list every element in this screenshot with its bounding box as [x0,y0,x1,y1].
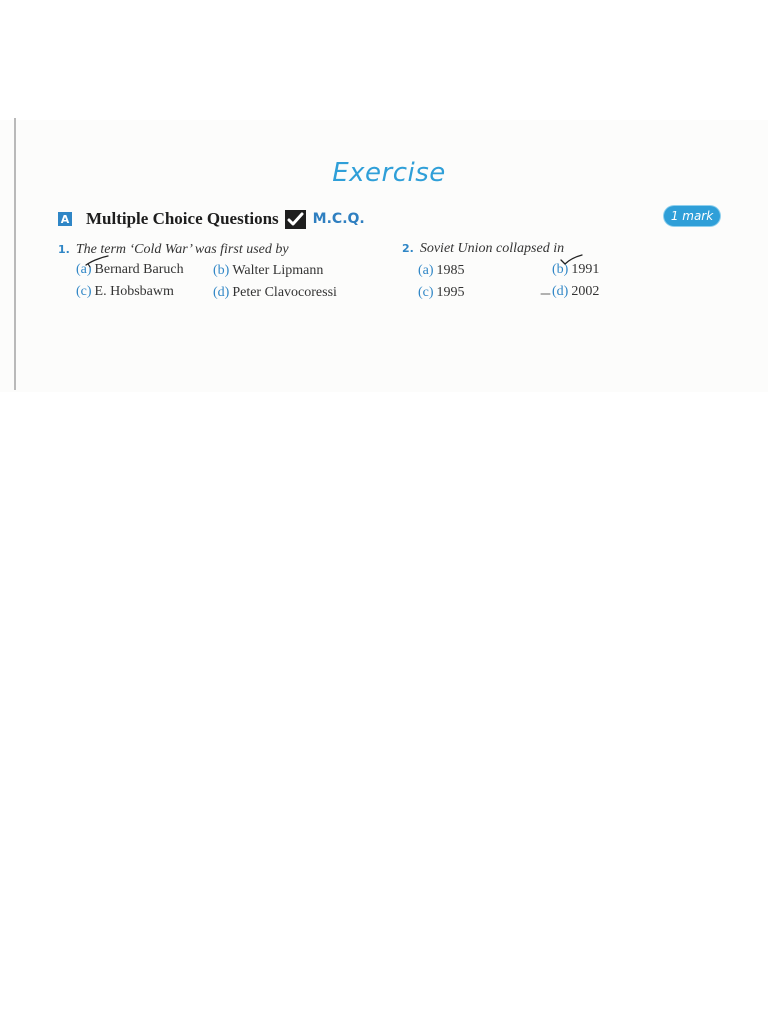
option-key: (a) [418,263,434,278]
option-key: (a) [76,262,92,277]
q2-option-c[interactable] [418,285,465,301]
marks-badge: 1 mark [664,206,720,226]
exercise-heading: Exercise [332,158,446,188]
option-key: (b) [552,262,569,277]
option-key: (b) [213,263,230,278]
handwritten-dash-icon [540,291,552,297]
option-key: (c) [418,285,434,300]
section-title: Multiple Choice Questions [86,209,279,228]
option-key: (c) [76,284,92,299]
section-header [58,206,365,232]
question-number: 1. [58,243,70,256]
option-text: E. Hobsbawm [94,284,174,299]
mcq-tag: M.C.Q. [312,211,365,227]
q2-option-d[interactable] [552,284,599,300]
option-text: 1991 [571,262,600,277]
option-text: 1985 [436,263,465,278]
option-text: 2002 [571,284,600,299]
q2-option-a[interactable] [418,263,465,279]
option-key: (d) [552,284,569,299]
q1-option-d[interactable] [213,285,337,301]
q1-option-c[interactable] [76,284,174,300]
q1-option-b[interactable] [213,263,323,279]
question-text: Soviet Union collapsed in [419,241,565,256]
option-key: (d) [213,285,230,300]
section-badge: A [58,212,72,226]
question-text: The term ‘Cold War’ was first used by [75,242,289,257]
check-icon [285,210,306,229]
handwritten-tick-icon [560,252,584,266]
question-number: 2. [402,242,414,255]
option-text: Bernard Baruch [94,262,184,277]
question-2 [402,241,564,257]
handwritten-tick-icon [84,255,110,269]
option-text: Walter Lipmann [232,263,324,278]
option-text: 1995 [436,285,465,300]
option-text: Peter Clavocoressi [232,285,337,300]
